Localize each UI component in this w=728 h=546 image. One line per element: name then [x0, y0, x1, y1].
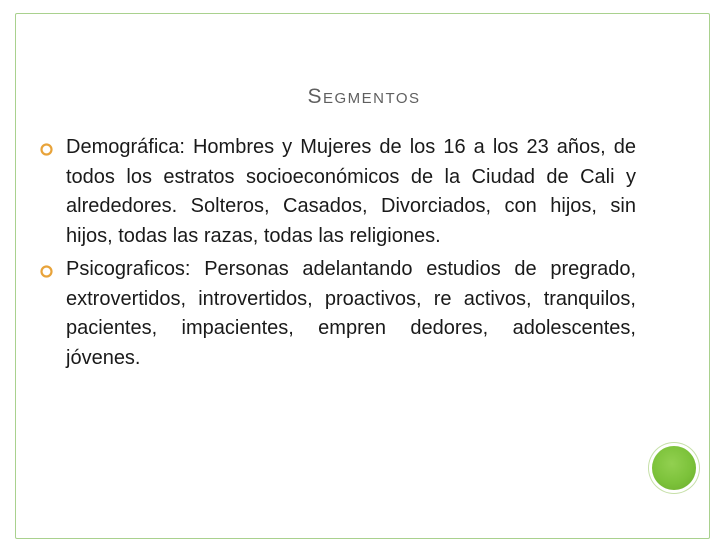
bullet-item-psicograficos — [40, 255, 636, 373]
bullet-text: Demográfica: Hombres y Mujeres de los 16 a los 23 años, de todos los estratos socioeconómicos de la Ciudad de Cali y alrededores. Solteros, Casados, Divorciados, con hijos, sin hijos, todas las razas, todas las religiones. — [66, 136, 636, 247]
bullet-list — [40, 133, 636, 377]
bullet-text: Psicograficos: Personas adelantando estudios de pregrado, extrovertidos, introvertidos, proactivos, re activos, tranquilos, pacientes, impacientes, empren dedores, adolescentes, jóvenes. — [66, 258, 636, 369]
green-circle-icon — [652, 446, 696, 490]
bullet-item-demografica — [40, 133, 636, 251]
circle-bullet-icon — [40, 143, 53, 156]
circle-bullet-icon — [40, 265, 53, 278]
slide-title: Segmentos — [307, 85, 421, 108]
